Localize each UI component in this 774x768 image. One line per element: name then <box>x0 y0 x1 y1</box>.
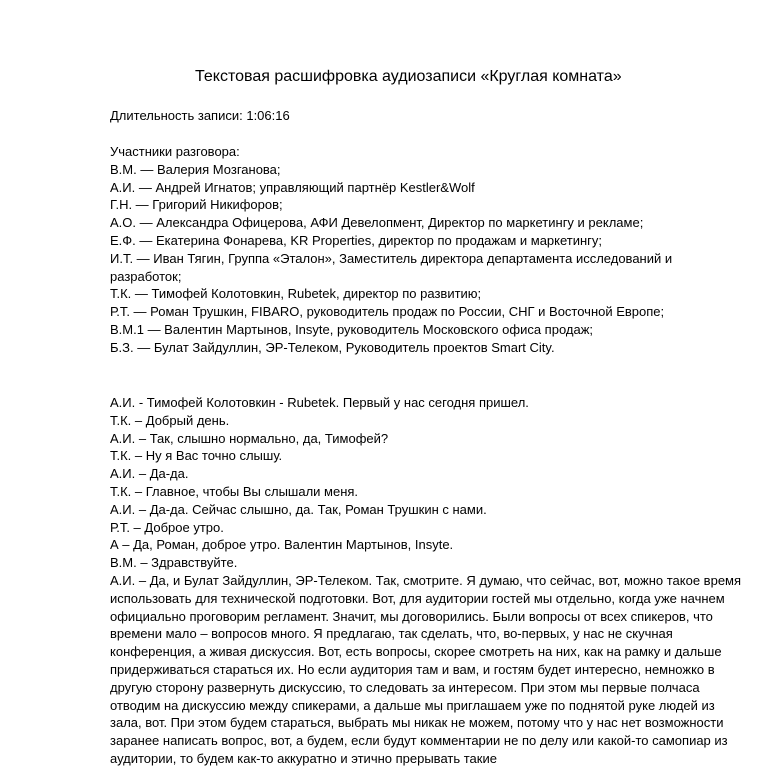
transcript-line: Р.Т. – Доброе утро. <box>110 519 224 535</box>
participant-item: В.М.1 — Валентин Мартынов, Insyte, руководитель Московского офиса продаж; <box>110 321 594 337</box>
recording-duration: Длительность записи: 1:06:16 <box>110 108 290 123</box>
participants-section <box>110 143 746 357</box>
participant-item: А.И. — Андрей Игнатов; управляющий партнёр Kestler&Wolf <box>110 179 475 195</box>
transcript-section <box>110 394 746 768</box>
participants-heading: Участники разговора: <box>110 144 240 159</box>
participant-item: И.Т. — Иван Тягин, Группа «Эталон», Заместитель директора департамента исследований и разработок; <box>110 250 673 284</box>
transcript-line: Т.К. – Главное, чтобы Вы слышали меня. <box>110 483 359 499</box>
participant-item: Б.З. — Булат Зайдуллин, ЭР-Телеком, Руководитель проектов Smart City. <box>110 339 555 355</box>
transcript-paragraph: А.И. – Да, и Булат Зайдуллин, ЭР-Телеком. Так, смотрите. Я думаю, что сейчас, вот, можно такое время использовать для технической подготовки. Вот, для аудитории гостей мы отдельно, когда уже начнем официально проговорим регламент. Значит, мы договорились. Были вопросы от всех спикеров, что времени мало – вопросов много. Я предлагаю, так сделать, что, во-первых, у нас не скучная конференция, а живая дискуссия. Вот, есть вопросы, скорее смотреть на них, как на рамку и дальше придерживаться стараться их. Но если аудитория там и вам, и гостям будет интересно, немножко в другую сторону развернуть дискуссию, то следовать за интересом. При этом мы первые полчаса отводим на дискуссию между спикерами, а дальше мы приглашаем уже по поднятой руке людей из зала, вот. При этом будем стараться, выбрать мы никак не можем, потому что у нас нет возможности заранее написать вопрос, вот, а будем, если будут комментарии не по делу или какой-то самопиар из аудитории, то будем как-то аккуратно и этично прерывать такие <box>110 572 742 766</box>
transcript-line: Т.К. – Ну я Вас точно слышу. <box>110 448 283 464</box>
transcript-line: Т.К. – Добрый день. <box>110 412 230 428</box>
participant-item: Т.К. — Тимофей Колотовкин, Rubetek, директор по развитию; <box>110 286 482 302</box>
document-title: Текстовая расшифровка аудиозаписи «Круглая комната» <box>195 68 622 85</box>
participant-item: Г.Н. — Григорий Никифоров; <box>110 197 283 213</box>
transcript-line: А.И. – Да-да. Сейчас слышно, да. Так, Роман Трушкин с нами. <box>110 501 487 517</box>
transcript-line: А.И. - Тимофей Колотовкин - Rubetek. Первый у нас сегодня пришел. <box>110 395 529 410</box>
participant-item: В.М. — Валерия Мозганова; <box>110 161 281 177</box>
transcript-line: А – Да, Роман, доброе утро. Валентин Мартынов, Insyte. <box>110 537 454 553</box>
transcript-line: А.И. – Да-да. <box>110 466 189 482</box>
participant-item: А.О. — Александра Офицерова, АФИ Девелопмент, Директор по маркетингу и рекламе; <box>110 215 644 231</box>
participant-item: Р.Т. — Роман Трушкин, FIBARO, руководитель продаж по России, СНГ и Восточной Европе; <box>110 304 665 320</box>
transcript-line: В.М. – Здравствуйте. <box>110 555 238 571</box>
participant-item: Е.Ф. — Екатерина Фонарева, KR Properties, директор по продажам и маркетингу; <box>110 232 603 248</box>
transcript-line: А.И. – Так, слышно нормально, да, Тимофей? <box>110 430 389 446</box>
